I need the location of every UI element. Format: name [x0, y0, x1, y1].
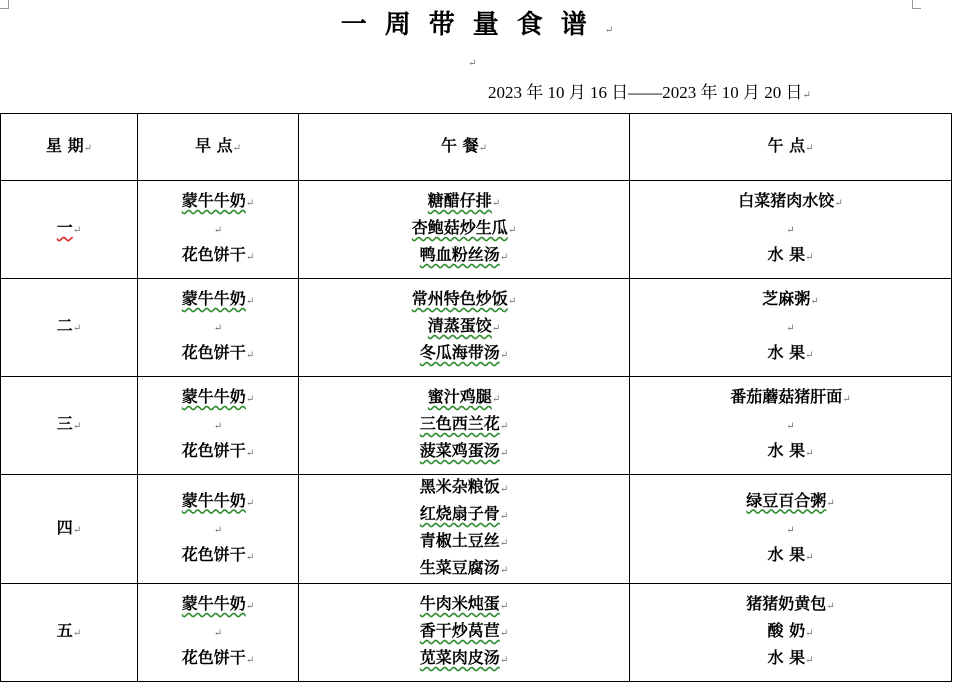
- menu-item: 酸 奶↵: [767, 621, 814, 640]
- weekly-menu-table: [0, 113, 952, 682]
- lunch-cell: [299, 181, 630, 279]
- lunch-cell: [299, 584, 630, 682]
- day-cell: 一↵: [1, 181, 138, 279]
- menu-item: 花色饼干↵: [181, 544, 255, 564]
- menu-item: ↵: [213, 524, 223, 536]
- menu-item: 黑米杂粮饭↵: [419, 477, 509, 496]
- table-row: [1, 584, 952, 682]
- breakfast-cell: [138, 181, 299, 279]
- menu-item: 花色饼干↵: [181, 343, 255, 362]
- date-range: [488, 78, 811, 103]
- header-row: [1, 114, 952, 181]
- menu-item: 杏鲍菇炒生瓜↵: [411, 218, 517, 237]
- menu-item: 花色饼干↵: [181, 245, 255, 264]
- paragraph-mark-icon: ↵: [604, 25, 614, 36]
- menu-item: 猪猪奶黄包↵: [746, 594, 835, 613]
- table-row: [1, 377, 952, 475]
- menu-item: 水 果↵: [767, 245, 814, 264]
- menu-item: 水 果↵: [767, 441, 814, 460]
- snack-cell: [630, 279, 952, 377]
- day-cell: 三↵: [1, 377, 138, 475]
- table-row: [1, 475, 952, 584]
- menu-item: ↵: [213, 421, 223, 432]
- menu-item: 芝麻粥↵: [762, 289, 819, 308]
- menu-item: ↵: [213, 323, 223, 334]
- paragraph-mark-icon: ↵: [468, 58, 477, 69]
- menu-item: 蒙牛牛奶↵: [181, 594, 255, 613]
- menu-item: ↵: [786, 421, 795, 432]
- menu-item: ↵: [786, 225, 795, 236]
- paragraph-mark-icon: ↵: [802, 90, 811, 101]
- column-header-snack: 午 点↵: [630, 114, 952, 181]
- menu-item: 蒙牛牛奶↵: [181, 387, 255, 406]
- menu-item: 红烧扇子骨↵: [419, 504, 509, 523]
- snack-cell: [630, 584, 952, 682]
- day-cell: 四↵: [1, 475, 138, 584]
- column-header-lunch: 午 餐↵: [299, 114, 630, 181]
- menu-item: 水 果↵: [767, 343, 814, 362]
- menu-item: ↵: [213, 225, 223, 236]
- menu-item: 蜜汁鸡腿↵: [427, 387, 501, 406]
- day-cell: 五↵: [1, 584, 138, 682]
- menu-item: 蒙牛牛奶↵: [181, 191, 255, 210]
- snack-cell: [630, 181, 952, 279]
- breakfast-cell: [138, 584, 299, 682]
- menu-item: 鸭血粉丝汤↵: [419, 245, 509, 264]
- menu-item: ↵: [786, 524, 795, 536]
- menu-item: 番茄蘑菇猪肝面↵: [730, 387, 851, 406]
- menu-body: [1, 181, 952, 682]
- column-header-breakfast: 早 点↵: [138, 114, 299, 181]
- menu-item: 菠菜鸡蛋汤↵: [419, 441, 509, 460]
- menu-item: 冬瓜海带汤↵: [419, 343, 509, 362]
- menu-item: 牛肉米炖蛋↵: [419, 594, 509, 613]
- document-title: [0, 4, 954, 41]
- menu-item: 清蒸蛋饺↵: [427, 316, 501, 335]
- lunch-cell: [299, 377, 630, 475]
- table-row: [1, 181, 952, 279]
- menu-item: 花色饼干↵: [181, 648, 255, 667]
- menu-item: 花色饼干↵: [181, 441, 255, 460]
- menu-item: 水 果↵: [767, 544, 814, 564]
- menu-item: ↵: [786, 323, 795, 334]
- menu-item: 三色西兰花↵: [419, 414, 509, 433]
- menu-item: 苋菜肉皮汤↵: [419, 648, 509, 667]
- column-header-day: 星 期↵: [1, 114, 138, 181]
- menu-item: 青椒土豆丝↵: [419, 531, 509, 550]
- menu-item: 蒙牛牛奶↵: [181, 289, 255, 308]
- menu-item: ↵: [213, 628, 223, 639]
- breakfast-cell: [138, 475, 299, 584]
- menu-item: 水 果↵: [767, 648, 814, 667]
- menu-item: 常州特色炒饭↵: [411, 289, 517, 308]
- breakfast-cell: [138, 377, 299, 475]
- day-cell: 二↵: [1, 279, 138, 377]
- snack-cell: [630, 377, 952, 475]
- lunch-cell: [299, 475, 630, 584]
- menu-item: 香干炒莴苣↵: [419, 621, 509, 640]
- lunch-cell: [299, 279, 630, 377]
- menu-item: 糖醋仔排↵: [427, 191, 501, 210]
- table-row: [1, 279, 952, 377]
- breakfast-cell: [138, 279, 299, 377]
- menu-item: 生菜豆腐汤↵: [419, 558, 509, 577]
- menu-item: 绿豆百合粥↵: [746, 490, 835, 510]
- title-text: 一周带量食谱: [340, 10, 605, 40]
- menu-item: 白菜猪肉水饺↵: [738, 191, 843, 210]
- menu-item: 蒙牛牛奶↵: [181, 490, 255, 510]
- date-range-text: 2023 年 10 月 16 日——2023 年 10 月 20 日: [488, 83, 803, 102]
- snack-cell: [630, 475, 952, 584]
